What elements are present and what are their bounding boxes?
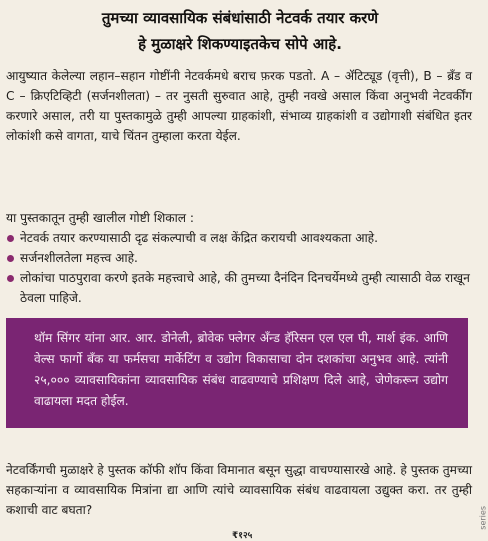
- list-item-text: लोकांचा पाठपुरावा करणे इतके महत्त्वाचे आहे, की तुमच्या दैनंदिन दिनचर्येमध्ये तुम्ही त्यासाठी वेळ राखून ठेवला पाहिजे.: [20, 271, 470, 305]
- heading-line-2: हे मुळाक्षरे शिकण्याइतकेच सोपे आहे.: [138, 35, 342, 53]
- closing-paragraph: नेटवर्किंगची मुळाक्षरे हे पुस्तक कॉफी शॉप किंवा विमानात बसून सुद्धा वाचण्यासारखे आहे. हे पुस्तक तुमच्या सहकाऱ्यांना व व्यावसायिक मित्रांना द्या आणि त्यांचे व्यावसायिक संबंध वाढवायला उद्युक्त करा. तर तुम्ही कशाची वाट बघता?: [6, 463, 472, 517]
- heading-line-1: तुमच्या व्यावसायिक संबंधांसाठी नेटवर्क तयार करणे: [101, 9, 379, 27]
- list-intro: या पुस्तकातून तुम्ही खालील गोष्टी शिकाल :: [6, 211, 194, 225]
- list-item: [6, 248, 472, 268]
- bullet-icon: [7, 235, 14, 242]
- series-mark: series: [479, 506, 488, 530]
- bullet-icon: [7, 275, 14, 282]
- list-item: [6, 228, 472, 248]
- list-item: [6, 268, 472, 308]
- list-item-text: नेटवर्क तयार करण्यासाठी दृढ संकल्पाची व लक्ष केंद्रित करायची आवश्यकता आहे.: [20, 231, 378, 245]
- list-item-text: सर्जनशीलतेला महत्त्व आहे.: [20, 251, 138, 265]
- learning-list: [6, 228, 472, 308]
- price-label: ₹१२५: [232, 531, 253, 541]
- author-bio-text: थॉम सिंगर यांना आर. आर. डोनेली, ब्रोवेक फ्लेगर अँन्ड हॅरिसन एल एल पी, मार्श इंक. आणि वेल्स फार्गो बँक या फर्मसचा मार्केटिंग व उद्योग विकासाचा दोन दशकांचा अनुभव आहे. त्यांनी २५,००० व्यावसायिकांना व्यावसायिक संबंध वाढवण्याचे प्रशिक्षण दिले आहे, जेणेकरून उद्योग वाढायला मदत होईल.: [34, 331, 448, 408]
- bullet-icon: [7, 255, 14, 262]
- author-bio-box: [6, 318, 468, 428]
- intro-paragraph: आयुष्यात केलेल्या लहान–सहान गोष्टींनी नेटवर्कमधे बराच फ़रक पडतो. A – ॲटिट्यूड (वृत्ती), B – ब्रँड व C – क्रिएटिव्हिटी (सर्जनशीलता) – तर नुसती सुरुवात आहे, तुम्ही नवखे असाल किंवा अनुभवी नेटवर्कींग करणारे असाल, तरी या पुस्तकामुळे तुम्ही आपल्या ग्राहकांशी, संभाव्य ग्राहकांशी व उद्योगाशी संबंधित इतर लोकांशी कसे वागता, याचे चिंतन तुम्हाला करता येईल.: [6, 69, 472, 143]
